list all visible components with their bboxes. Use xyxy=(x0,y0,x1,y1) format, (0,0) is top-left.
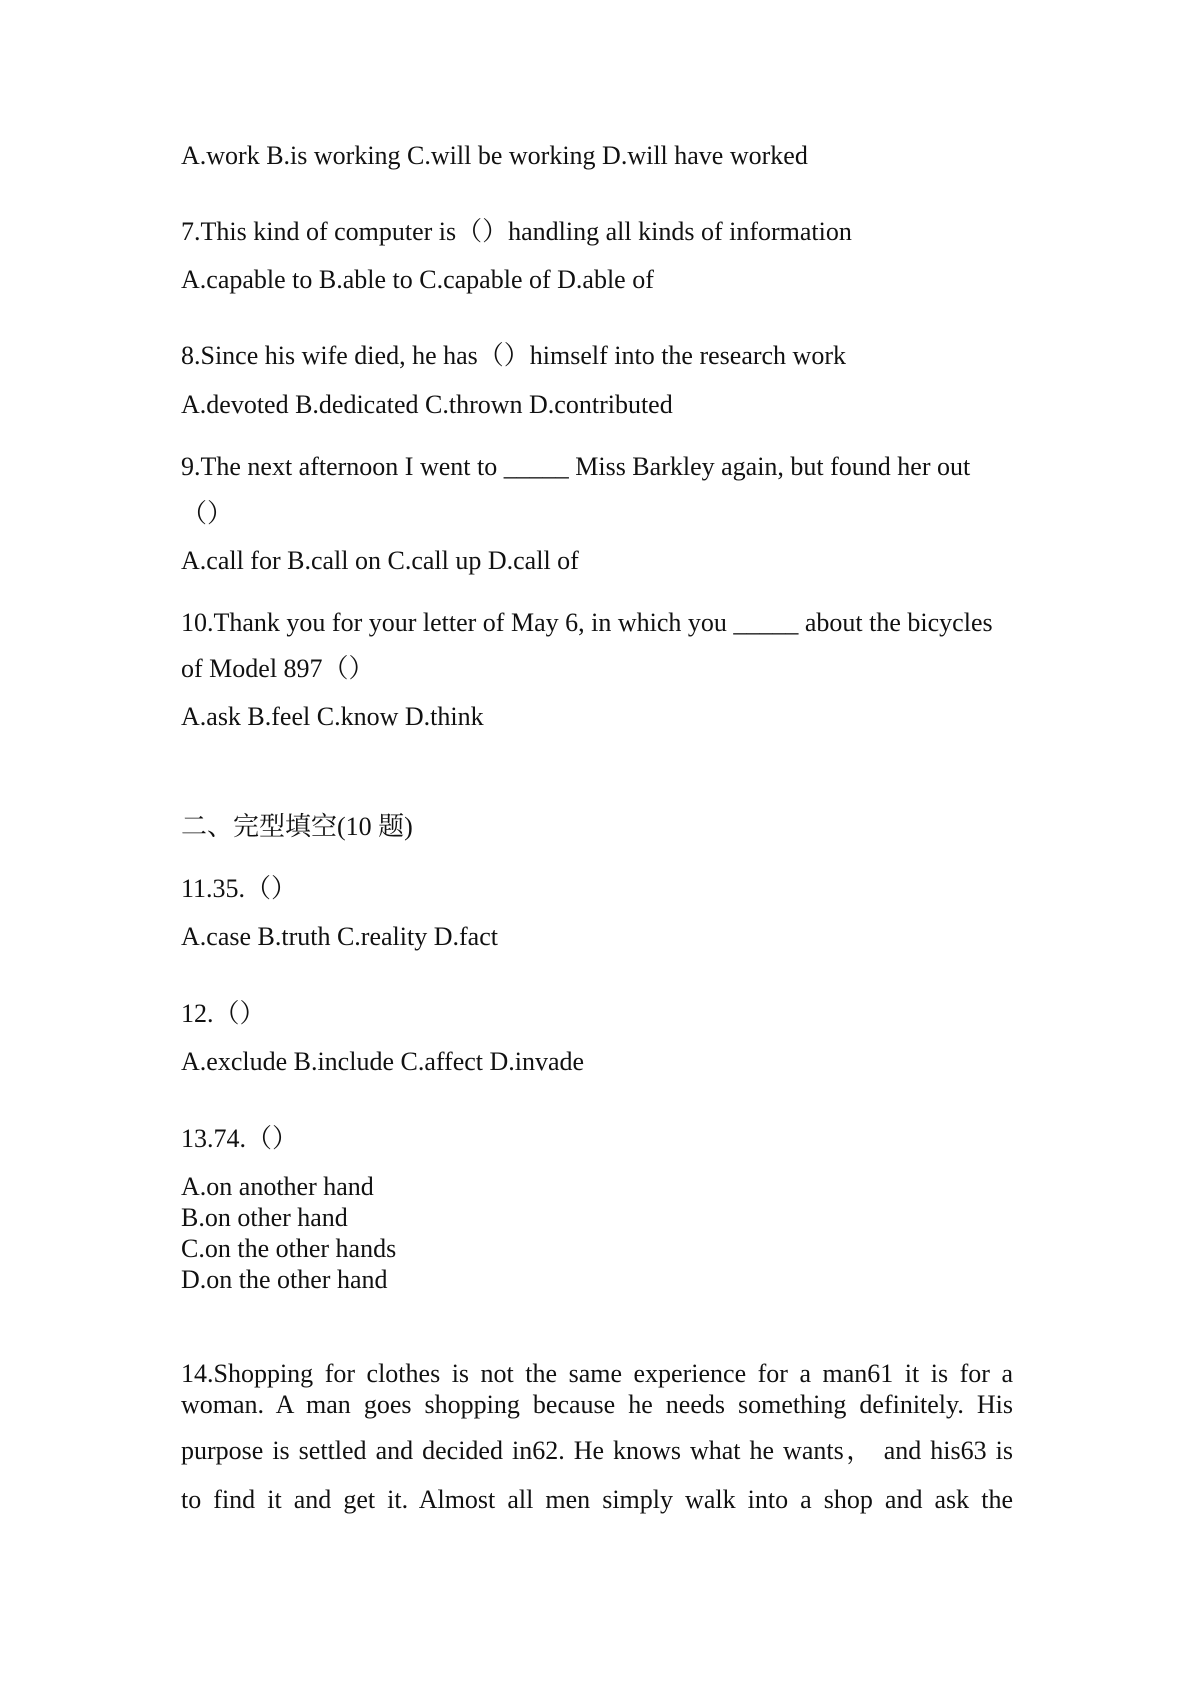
q7-options: A.capable to B.able to C.capable of D.able of xyxy=(181,265,654,294)
q13-stem: 13.74.（） xyxy=(181,1124,299,1153)
q11-options: A.case B.truth C.reality D.fact xyxy=(181,922,498,951)
q8-options: A.devoted B.dedicated C.thrown D.contributed xyxy=(181,390,673,419)
q12-options: A.exclude B.include C.affect D.invade xyxy=(181,1047,585,1076)
q9-stem-line-2: （） xyxy=(181,499,234,528)
q12-stem: 12.（） xyxy=(181,999,266,1028)
q9-options: A.call for B.call on C.call up D.call of xyxy=(181,546,579,575)
q13-option-c: C.on the other hands xyxy=(181,1234,397,1263)
q9-stem-line-1: 9.The next afternoon I went to _____ Miss Barkley again, but found her out xyxy=(181,452,971,481)
q10-options: A.ask B.feel C.know D.think xyxy=(181,702,484,731)
q13-option-a: A.on another hand xyxy=(181,1172,374,1201)
q13-option-d: D.on the other hand xyxy=(181,1265,388,1294)
q14-line-3: purpose is settled and decided in62. He knows what he wants， and his63 is xyxy=(181,1436,1013,1465)
q6-options: A.work B.is working C.will be working D.will have worked xyxy=(181,141,808,170)
q13-option-b: B.on other hand xyxy=(181,1203,348,1232)
q14-line-2: woman. A man goes shopping because he needs something definitely. His xyxy=(181,1390,1013,1419)
q14-line-1: 14.Shopping for clothes is not the same experience for a man61 it is for a xyxy=(181,1359,1013,1388)
q14-line-4: to find it and get it. Almost all men simply walk into a shop and ask the xyxy=(181,1485,1013,1514)
q11-stem: 11.35.（） xyxy=(181,874,298,903)
q8-stem: 8.Since his wife died, he has（）himself into the research work xyxy=(181,341,846,370)
q10-stem-line-1: 10.Thank you for your letter of May 6, in which you _____ about the bicycles xyxy=(181,608,993,637)
q7-stem: 7.This kind of computer is（）handling all kinds of information xyxy=(181,217,852,246)
q10-stem-line-2: of Model 897（） xyxy=(181,654,375,683)
section-2-title: 二、完型填空(10 题) xyxy=(181,812,413,841)
